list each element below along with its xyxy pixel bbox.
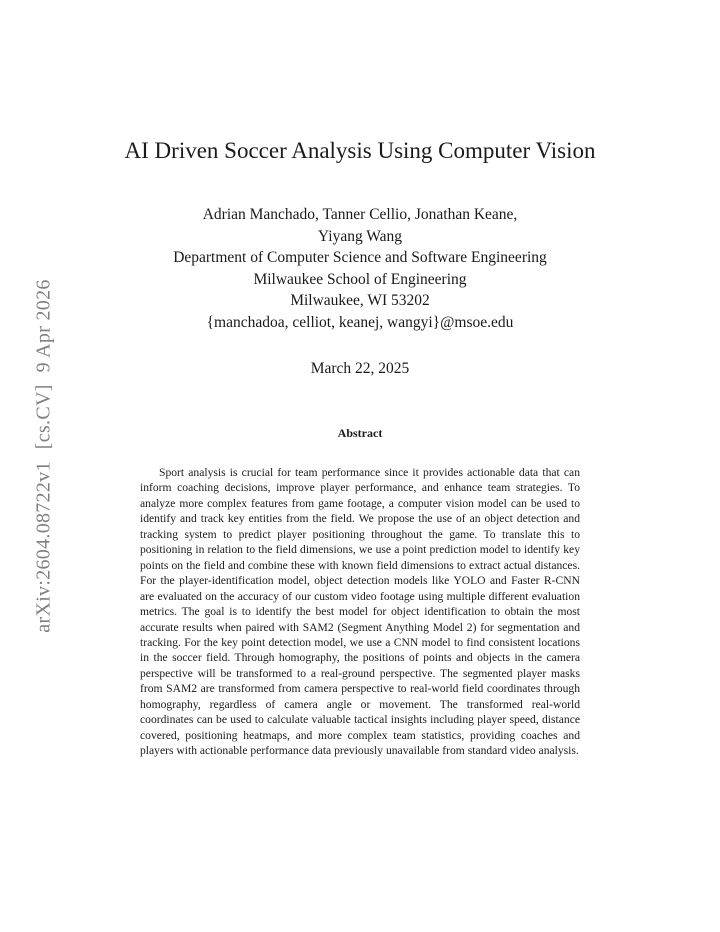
- arxiv-category: [cs.CV]: [32, 384, 55, 450]
- department: Department of Computer Science and Software Engineering: [173, 249, 547, 266]
- paper-title: AI Driven Soccer Analysis Using Computer Vision: [124, 138, 596, 163]
- author-block: [0, 204, 720, 333]
- abstract-heading: Abstract: [337, 426, 383, 440]
- author-names: Adrian Manchado, Tanner Cellio, Jonathan Keane,: [202, 206, 518, 223]
- arxiv-id: arXiv:2604.08722v1: [32, 461, 55, 633]
- school: Milwaukee School of Engineering: [253, 270, 467, 288]
- arxiv-date: 9 Apr 2026: [32, 279, 55, 373]
- author-names-continued: Yiyang Wang: [317, 227, 403, 245]
- abstract-body: Sport analysis is crucial for team performance since it provides actionable data that can inform coaching decisions, improve player performance, and enhance team strategies. To analyze more complex features from game footage, a computer vision model can be used to identify and track key entities from the field. We propose the use of an object detection and tracking system to predict player positioning throughout the game. To translate this to positioning in relation to the field dimensions, we use a point prediction model to identify key points on the field and combine these with known field dimensions to extract actual distances. For the player-identification model, object detection models like YOLO and Faster R-CNN are evaluated on the accuracy of our custom video footage using multiple different evaluation metrics. The goal is to identify the best model for object identification to obtain the most accurate results when paired with SAM2 (Segment Anything Model 2) for segmentation and tracking. For the key point detection model, we use a CNN model to find consistent locations in the soccer field. Through homography, the positions of points and objects in the camera perspective will be transformed to a real-ground perspective. The segmented player masks from SAM2 are transformed from camera perspective to real-world field coordinates through homography, regardless of camera angle or movement. The transformed real-world coordinates can be used to calculate valuable tactical insights including player speed, distance covered, positioning heatmaps, and more complex team statistics, providing coaches and players with actionable performance data previously unavailable from standard video analysis.: [140, 466, 580, 758]
- address: Milwaukee, WI 53202: [290, 292, 430, 309]
- author-emails: {manchadoa, celliot, keanej, wangyi}@msoe.edu: [206, 313, 514, 331]
- paper-date: March 22, 2025: [310, 360, 410, 377]
